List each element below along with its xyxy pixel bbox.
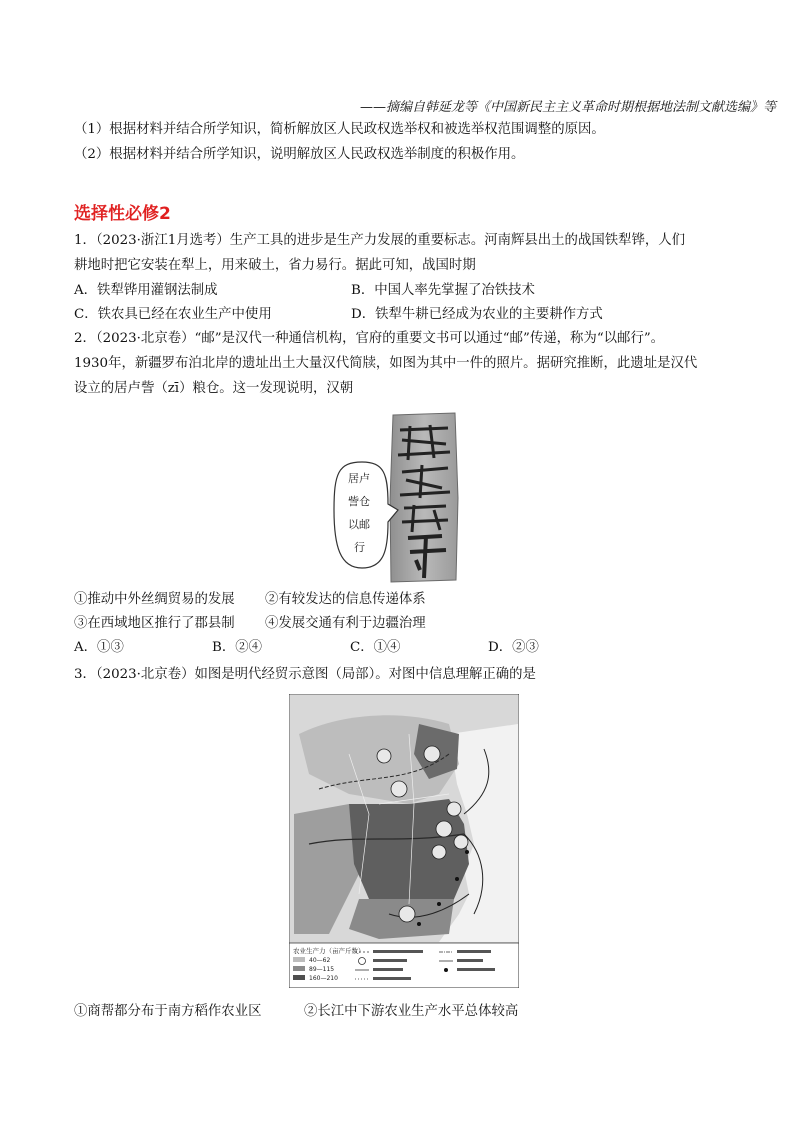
bamboo-slip-image — [330, 410, 480, 585]
q1-option-c: C．铁农具已经在农业生产中使用 — [74, 307, 272, 322]
q1-stem-line2: 耕地时把它安装在犁上，用来破土，省力易行。据此可知，战国时期 — [74, 258, 476, 273]
q2-stem-line2: 1930年，新疆罗布泊北岸的遗址出土大量汉代简牍，如图为其中一件的照片。据研究推断，此遗址是汉代 — [74, 356, 698, 371]
q3-statement-2: ②长江中下游农业生产水平总体较高 — [304, 1004, 519, 1019]
section-title: 选择性必修2 — [74, 204, 171, 224]
q3-stem: 3．（2023·北京卷）如图是明代经贸示意图（局部）。对图中信息理解正确的是 — [74, 667, 536, 682]
q3-statement-1: ①商帮都分布于南方稻作农业区 — [74, 1004, 262, 1019]
legend-range-2: 89—115 — [309, 966, 335, 973]
q2-option-b: B．②④ — [212, 640, 263, 655]
q1-option-b: B．中国人率先掌握了冶铁技术 — [351, 283, 535, 298]
legend-range-3: 160—210 — [309, 975, 338, 982]
q2-option-a: A．①③ — [74, 640, 124, 655]
legend-title: 农业生产力（亩产斤数） — [293, 947, 365, 955]
bamboo-slip-figure — [330, 410, 480, 585]
q1-option-d: D．铁犁牛耕已经成为农业的主要耕作方式 — [351, 307, 603, 322]
q1-stem-line1: 1．（2023·浙江1月选考）生产工具的进步是生产力发展的重要标志。河南辉县出土的战国铁犁铧，人们 — [74, 233, 686, 248]
q2-option-d: D．②③ — [488, 640, 539, 655]
question-item: （1）根据材料并结合所学知识，简析解放区人民政权选举权和被选举权范围调整的原因。 — [74, 122, 605, 137]
q2-stem-line3: 设立的居卢訾（zī）粮仓。这一发现说明，汉朝 — [74, 381, 354, 396]
q2-statement-4: ④发展交通有利于边疆治理 — [265, 616, 426, 631]
bubble-line-4: 行 — [354, 541, 365, 554]
legend-range-1: 40—62 — [309, 957, 331, 964]
q2-option-c: C．①④ — [350, 640, 401, 655]
bubble-line-3: 以邮 — [348, 518, 370, 531]
bubble-line-2: 訾仓 — [348, 495, 370, 508]
ming-trade-map-image — [289, 694, 519, 988]
source-citation: ——摘编自韩延龙等《中国新民主主义革命时期根据地法制文献选编》等 — [359, 100, 776, 115]
q2-statement-3: ③在西域地区推行了郡县制 — [74, 616, 235, 631]
q2-statement-2: ②有较发达的信息传递体系 — [265, 592, 426, 607]
q2-statement-1: ①推动中外丝绸贸易的发展 — [74, 592, 235, 607]
q2-stem-line1: 2．（2023·北京卷）“邮”是汉代一种通信机构，官府的重要文书可以通过“邮”传递，称为“以邮行”。 — [74, 331, 665, 346]
question-item: （2）根据材料并结合所学知识，说明解放区人民政权选举制度的积极作用。 — [74, 147, 525, 162]
bubble-line-1: 居卢 — [348, 472, 370, 485]
ming-trade-map — [289, 694, 519, 988]
q1-option-a: A．铁犁铧用灌钢法制成 — [74, 283, 218, 298]
